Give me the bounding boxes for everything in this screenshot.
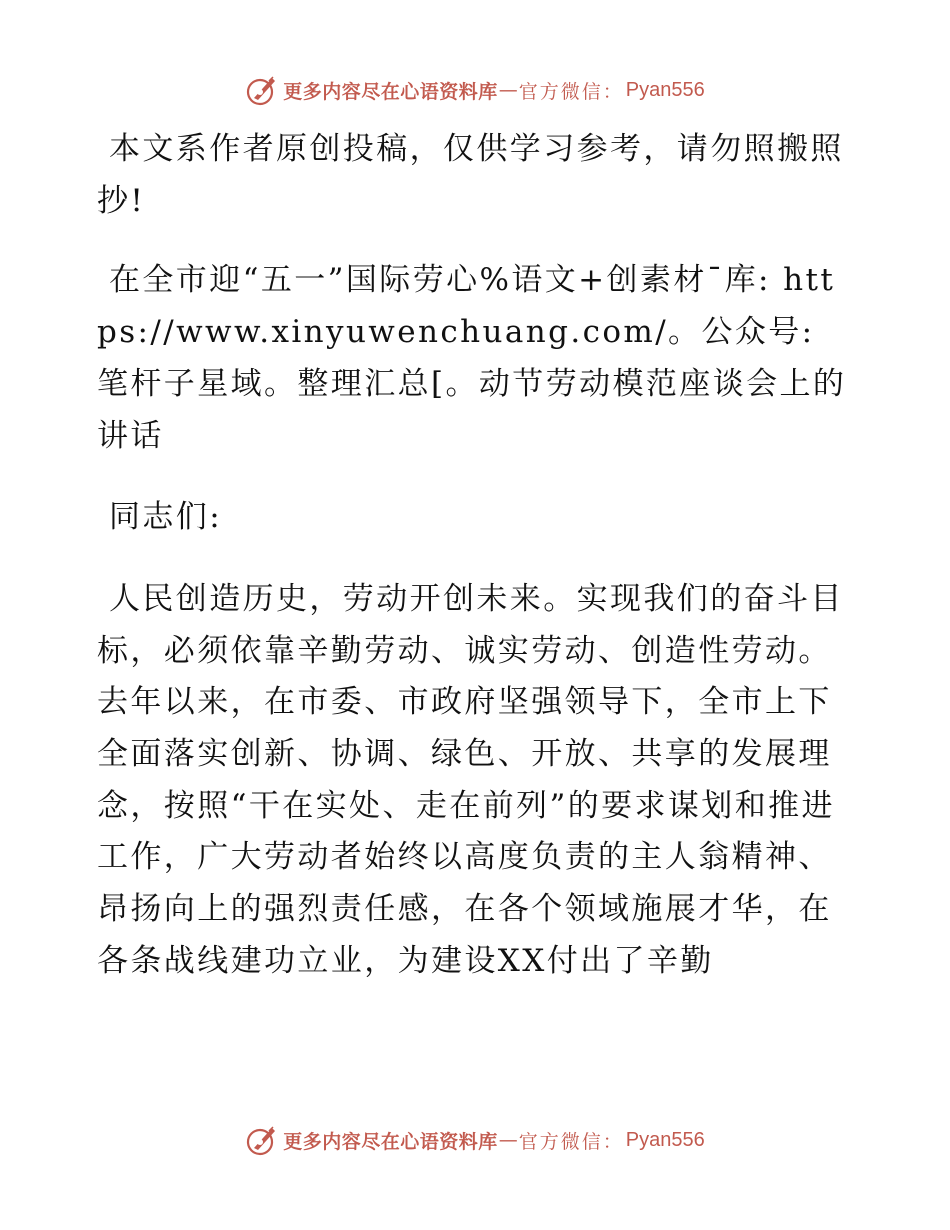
- banner-wechat-id: Pyan556: [625, 1128, 705, 1151]
- banner-label: 官方微信：: [518, 80, 624, 103]
- body-paragraph: 人民创造历史，劳动开创未来。实现我们的奋斗目标，必须依靠辛勤劳动、诚实劳动、创造性劳动。去年以来，在市委、市政府坚强领导下，全市上下全面落实创新、协调、绿色、开放、共享的发展理念，按照“干在实处、走在前列”的要求谋划和推进工作，广大劳动者始终以高度负责的主人翁精神、昂扬向上的强烈责任感，在各个领域施展才华，在各条战线建功立业，为建设XX付出了辛勤: [97, 580, 844, 979]
- document-body: [97, 124, 857, 988]
- salutation: 同志们:: [109, 499, 223, 536]
- banner-separator: —: [498, 1129, 518, 1151]
- banner-main-text: 更多内容尽在心语资料库: [283, 1130, 498, 1153]
- title-paragraph: 在全市迎“五一”国际劳心%语文+创素材¯库: https://www.xinyuwenchuang.com/。公众号: 笔杆子星域。整理汇总[。动节劳动模范座谈会上的讲话: [97, 262, 847, 454]
- quill-pen-circle-icon: [245, 1123, 279, 1157]
- banner-label: 官方微信：: [518, 1130, 624, 1153]
- copyright-notice: 本文系作者原创投稿，仅供学习参考，请勿照搬照抄!: [97, 131, 844, 219]
- footer-banner: [0, 1120, 950, 1160]
- banner-separator: —: [498, 79, 518, 101]
- banner-main-text: 更多内容尽在心语资料库: [283, 80, 498, 103]
- header-banner: [0, 70, 950, 110]
- banner-wechat-id: Pyan556: [625, 78, 705, 101]
- quill-pen-circle-icon: [245, 73, 279, 107]
